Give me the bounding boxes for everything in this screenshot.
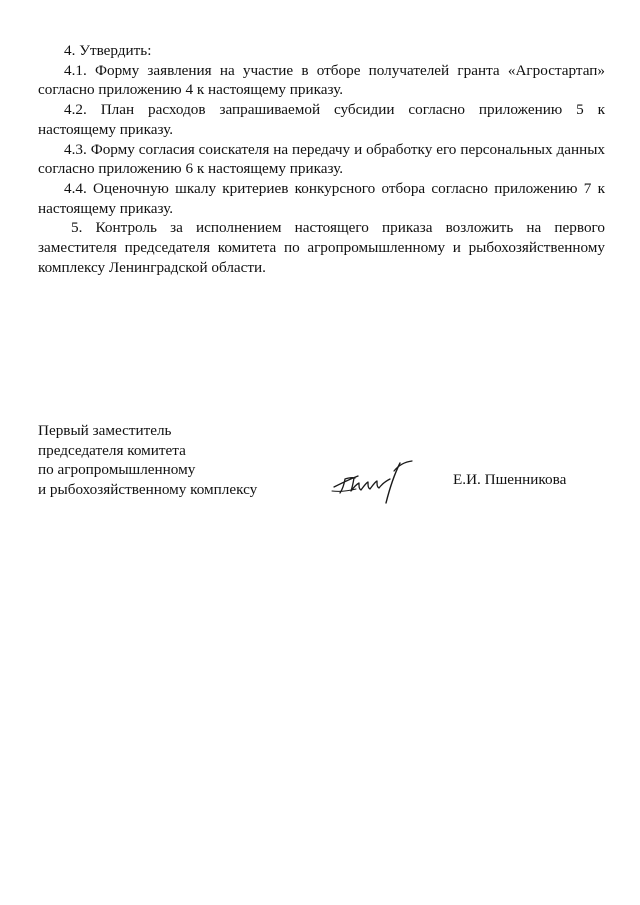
paragraph-4-2: 4.2. План расходов запрашиваемой субсидии согласно приложению 5 к настоящему приказу.: [38, 101, 605, 138]
signer-position-line: по агропромышленному: [38, 461, 196, 479]
paragraph-4-1: 4.1. Форму заявления на участие в отборе получателей гранта «Агростартап» согласно приложению 4 к настоящему приказу.: [38, 61, 605, 99]
signature-block: [38, 421, 605, 501]
signer-position-line: председателя комитета: [38, 441, 186, 459]
signer-position-line: и рыбохозяйственному комплексу: [38, 480, 258, 498]
paragraph-5: 5. Контроль за исполнением настоящего приказа возложить на первого заместителя председателя комитета по агропромышленному и рыбохозяйственному комплексу Ленинградской области.: [38, 219, 605, 276]
paragraph-4: 4. Утвердить:: [64, 42, 152, 59]
signer-position-line: Первый заместитель: [38, 422, 172, 439]
paragraph-4-4: 4.4. Оценочную шкалу критериев конкурсного отбора согласно приложению 7 к настоящему приказу.: [38, 179, 605, 217]
paragraph-4-3: 4.3. Форму согласия соискателя на передачу и обработку его персональных данных согласно приложению 6 к настоящему приказу.: [38, 140, 605, 178]
handwritten-signature: [328, 457, 418, 505]
signer-position: [38, 421, 298, 499]
signer-name: Е.И. Пшенникова: [453, 471, 567, 488]
document-body: [38, 41, 605, 277]
